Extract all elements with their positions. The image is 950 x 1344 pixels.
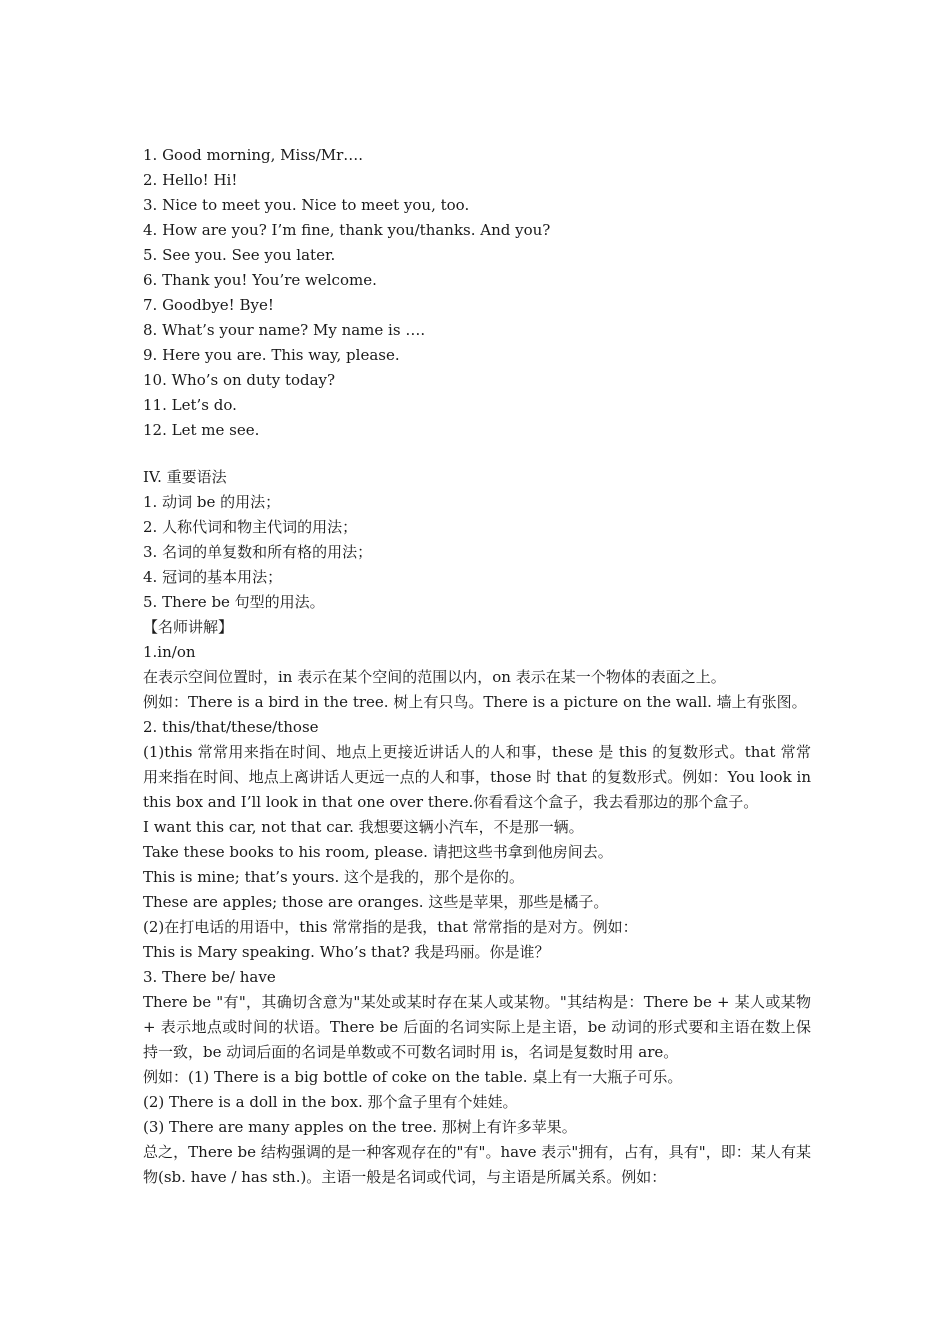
phrase-item: 12. Let me see. [143,421,260,439]
example-line: 例如：There is a bird in the tree. 树上有只鸟。There is a picture on the wall. 墙上有张图。 [143,693,807,711]
phrase-item: 4. How are you? I’m fine, thank you/thanks. And you? [143,221,551,239]
phrase-item: 6. Thank you! You’re welcome. [143,271,377,289]
example-line: This is Mary speaking. Who’s that? 我是玛丽。你是谁？ [143,943,550,961]
spacer [143,443,811,465]
section-title-this-that: 2. this/that/these/those [143,718,319,736]
example-line: Take these books to his room, please. 请把这些书拿到他房间去。 [143,843,613,861]
explanation-section [143,615,811,1190]
paragraph: There be "有"，其确切含意为"某处或某时存在某人或某物。"其结构是：There be + 某人或某物 + 表示地点或时间的状语。There be 后面的名词实际上是主语，be 动词的形式要和主语在数上保持一致，be 动词后面的名词是单数或不可数名词时用 is，名词是复数时用 are。 [143,993,811,1061]
document-page [143,143,811,1190]
phrase-item: 9. Here you are. This way, please. [143,346,400,364]
section-title-in-on: 1.in/on [143,643,196,661]
example-line: 例如：(1) There is a big bottle of coke on the table. 桌上有一大瓶子可乐。 [143,1068,683,1086]
example-line: These are apples; those are oranges. 这些是苹果，那些是橘子。 [143,893,609,911]
phrase-item: 3. Nice to meet you. Nice to meet you, too. [143,196,470,214]
phrase-item: 2. Hello! Hi! [143,171,238,189]
paragraph: 在表示空间位置时，in 表示在某个空间的范围以内，on 表示在某一个物体的表面之上。 [143,668,726,686]
grammar-item: 3. 名词的单复数和所有格的用法； [143,543,373,561]
phrase-item: 10. Who’s on duty today? [143,371,336,389]
phrase-item: 8. What’s your name? My name is …. [143,321,426,339]
paragraph: (2)在打电话的用语中，this 常常指的是我，that 常常指的是对方。例如： [143,918,638,936]
explanation-title: 【名师讲解】 [143,618,234,636]
example-line: (2) There is a doll in the box. 那个盒子里有个娃娃。 [143,1093,518,1111]
grammar-item: 4. 冠词的基本用法； [143,568,283,586]
grammar-item: 1. 动词 be 的用法； [143,493,281,511]
example-line: (3) There are many apples on the tree. 那树上有许多苹果。 [143,1118,577,1136]
phrase-item: 11. Let’s do. [143,396,237,414]
grammar-heading: IV. 重要语法 [143,468,227,486]
paragraph: (1)this 常常用来指在时间、地点上更接近讲话人的人和事，these 是 this 的复数形式。that 常常用来指在时间、地点上离讲话人更远一点的人和事，those 时 that 的复数形式。例如：You look in this box and I’ll look in that one over there.你看看这个盒子，我去看那边的那个盒子。 [143,743,811,811]
grammar-item: 2. 人称代词和物主代词的用法； [143,518,358,536]
phrase-item: 5. See you. See you later. [143,246,336,264]
phrase-item: 1. Good morning, Miss/Mr…. [143,146,364,164]
grammar-item: 5. There be 句型的用法。 [143,593,325,611]
phrase-list [143,143,811,443]
phrase-item: 7. Goodbye! Bye! [143,296,274,314]
paragraph: 总之，There be 结构强调的是一种客观存在的"有"。have 表示"拥有，占有，具有"，即：某人有某物(sb. have / has sth.)。主语一般是名词或代词，与主语是所属关系。例如： [143,1143,811,1186]
example-line: This is mine; that’s yours. 这个是我的，那个是你的。 [143,868,525,886]
example-line: I want this car, not that car. 我想要这辆小汽车，不是那一辆。 [143,818,584,836]
section-title-there-be: 3. There be/ have [143,968,276,986]
grammar-section [143,465,811,615]
